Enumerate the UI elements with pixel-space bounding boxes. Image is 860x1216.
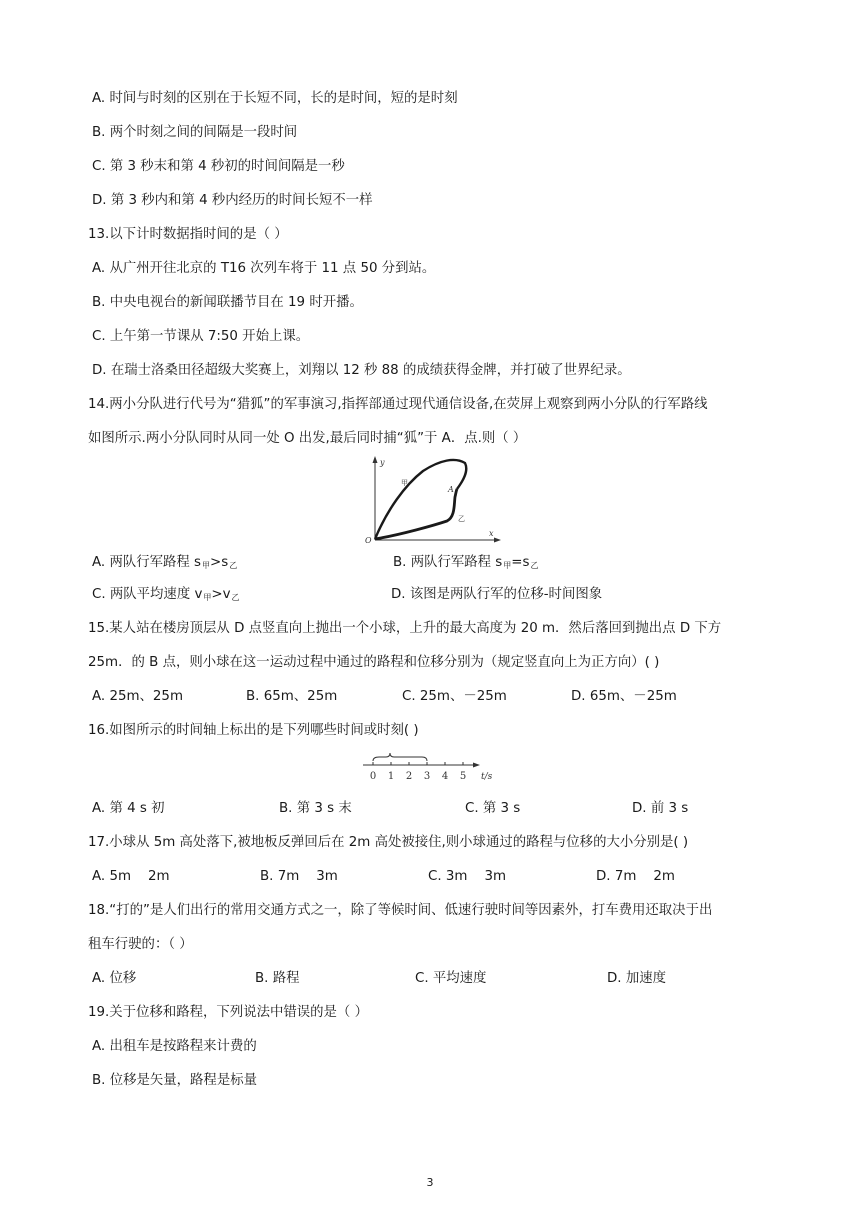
q17-stem: 17.小球从 5m 高处落下,被地板反弹回后在 2m 高处被接住,则小球通过的路程与位移的大小分别是( ) xyxy=(88,835,689,850)
q14-stem-line1: 14.两小分队进行代号为“猎狐”的军事演习,指挥部通过现代通信设备,在荧屏上观察到两小分队的行军路线 xyxy=(88,397,708,412)
route-yi-label: 乙 xyxy=(458,515,465,523)
q18-option-a: A. 位移 xyxy=(92,971,137,986)
q15-stem-line1: 15.某人站在楼房顶层从 D 点竖直向上抛出一个小球，上升的最大高度为 20 m．然后落回到抛出点 D 下方 xyxy=(88,621,722,636)
q19-stem: 19.关于位移和路程，下列说法中错误的是（ ） xyxy=(88,1005,368,1020)
q14-option-b: B. 两队行军路程 $s_甲=s_乙$ xyxy=(393,555,539,570)
q15-option-b: B. 65m、25m xyxy=(246,689,338,704)
route-jia xyxy=(375,460,466,539)
q18-stem-line1: 18.“打的”是人们出行的常用交通方式之一，除了等候时间、低速行驶时间等因素外，打车费用还取决于出 xyxy=(88,903,713,918)
q18-option-c: C. 平均速度 xyxy=(415,971,487,986)
q15-stem-line2: 25m．的 B 点，则小球在这一运动过程中通过的路程和位移分别为（规定竖直向上为正方向）( ) xyxy=(88,655,660,670)
axis-tick-label: 5 xyxy=(459,771,467,782)
q12-option-b: B. 两个时刻之间的间隔是一段时间 xyxy=(92,125,298,140)
q18-stem-line2: 租车行驶的：（ ） xyxy=(88,937,193,952)
q16-option-d: D. 前 3 s xyxy=(632,801,689,816)
axis-y-label: y xyxy=(380,458,385,467)
q14-route-figure xyxy=(365,455,505,545)
origin-label: O xyxy=(365,536,372,545)
q17-option-a: A. 5m 2m xyxy=(92,869,170,884)
q14-option-d: D. 该图是两队行军的位移-时间图象 xyxy=(391,587,603,602)
q18-option-d: D. 加速度 xyxy=(607,971,666,986)
axis-tick-label: 1 xyxy=(387,771,395,782)
page-number: 3 xyxy=(426,1176,434,1189)
axis-tick-label: 2 xyxy=(405,771,413,782)
point-a-label: A xyxy=(448,485,454,494)
interval-brace xyxy=(373,753,427,761)
q13-option-b: B. 中央电视台的新闻联播节目在 19 时开播。 xyxy=(92,295,363,310)
q16-option-c: C. 第 3 s xyxy=(465,801,521,816)
q14-option-a: A. 两队行军路程 $s_甲>s_乙$ xyxy=(92,555,238,570)
q12-option-d: D. 第 3 秒内和第 4 秒内经历的时间长短不一样 xyxy=(92,193,373,208)
q16-option-b: B. 第 3 s 末 xyxy=(279,801,352,816)
q17-option-b: B. 7m 3m xyxy=(260,869,338,884)
q12-option-c: C. 第 3 秒末和第 4 秒初的时间间隔是一秒 xyxy=(92,159,345,174)
q16-stem: 16.如图所示的时间轴上标出的是下列哪些时间或时刻( ) xyxy=(88,723,419,738)
q14-stem-line2: 如图所示.两小分队同时从同一处 O 出发,最后同时捕“狐”于 A．点.则（ ） xyxy=(88,431,527,446)
route-jia-label: 甲 xyxy=(401,479,408,487)
axis-tick-label: 0 xyxy=(369,771,377,782)
q15-option-d: D. 65m、－25m xyxy=(571,689,677,704)
axis-x-label: x xyxy=(489,529,494,538)
q13-option-a: A. 从广州开往北京的 T16 次列车将于 11 点 50 分到站。 xyxy=(92,261,436,276)
q19-option-a: A. 出租车是按路程来计费的 xyxy=(92,1039,257,1054)
q16-time-axis-figure xyxy=(358,752,498,786)
q14-option-c: C. 两队平均速度 $v_甲>v_乙$ xyxy=(92,587,240,602)
q13-option-c: C. 上午第一节课从 7:50 开始上课。 xyxy=(92,329,310,344)
q17-option-c: C. 3m 3m xyxy=(428,869,507,884)
q13-option-d: D. 在瑞士洛桑田径超级大奖赛上，刘翔以 12 秒 88 的成绩获得金牌，并打破了世界纪录。 xyxy=(92,363,631,378)
q13-stem: 13.以下计时数据指时间的是（ ） xyxy=(88,227,288,242)
q18-option-b: B. 路程 xyxy=(255,971,300,986)
q15-option-c: C. 25m、－25m xyxy=(402,689,507,704)
axis-tick-label: 3 xyxy=(423,771,431,782)
q17-option-d: D. 7m 2m xyxy=(596,869,675,884)
q16-option-a: A. 第 4 s 初 xyxy=(92,801,165,816)
q12-option-a: A. 时间与时刻的区别在于长短不同，长的是时间，短的是时刻 xyxy=(92,91,458,106)
q15-option-a: A. 25m、25m xyxy=(92,689,183,704)
axis-tick-label: 4 xyxy=(441,771,449,782)
q19-option-b: B. 位移是矢量，路程是标量 xyxy=(92,1073,257,1088)
axis-unit-label: t/s xyxy=(481,772,493,782)
